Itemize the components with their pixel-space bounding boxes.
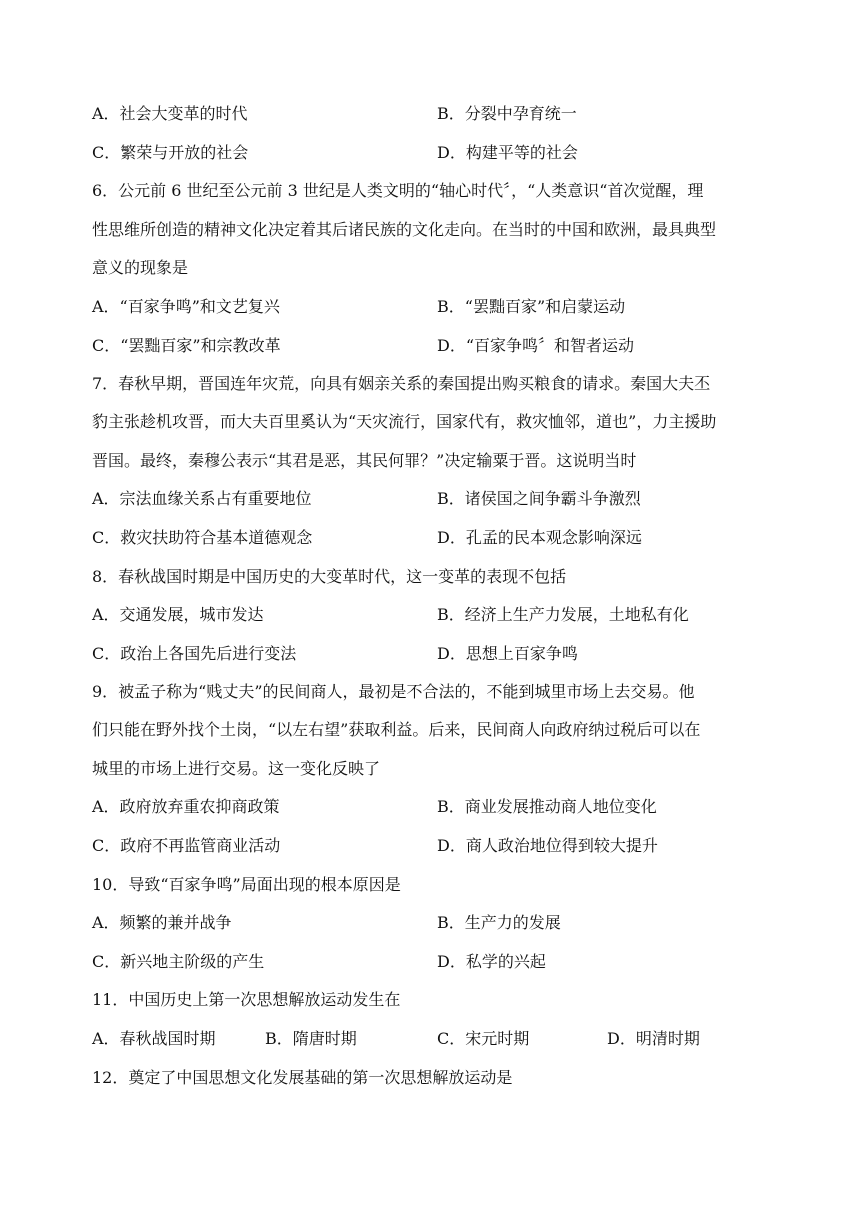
q11-stem-line-1: 11．中国历史上第一次思想解放运动发生在: [92, 990, 401, 1009]
q10-option-a: A．频繁的兼并战争: [92, 913, 232, 932]
q10-option-c: C．新兴地主阶级的产生: [92, 952, 265, 971]
q10-option-d: D．私学的兴起: [437, 952, 546, 971]
q10-option-b: B．生产力的发展: [437, 913, 561, 932]
q9-option-c: C．政府不再监管商业活动: [92, 836, 281, 855]
q9-stem-line-3: 城里的市场上进行交易。这一变化反映了: [92, 759, 381, 778]
q7-option-b: B．诸侯国之间争霸斗争激烈: [437, 489, 641, 508]
q6-option-d: D．“百家争鸣〞和智者运动: [437, 336, 635, 355]
q6-stem-line-1: 6．公元前 6 世纪至公元前 3 世纪是人类文明的“轴心时代〞，“人类意识“首次觉醒，理: [92, 181, 704, 200]
q5-option-c: C．繁荣与开放的社会: [92, 143, 249, 162]
q7-option-a: A．宗法血缘关系占有重要地位: [92, 489, 312, 508]
q12-stem-line-1: 12．奠定了中国思想文化发展基础的第一次思想解放运动是: [92, 1068, 513, 1087]
q8-option-c: C．政治上各国先后进行变法: [92, 644, 297, 663]
q8-option-a: A．交通发展，城市发达: [92, 605, 264, 624]
q11-option-b: B．隋唐时期: [265, 1029, 357, 1048]
q6-stem-line-2: 性思维所创造的精神文化决定着其后诸民族的文化走向。在当时的中国和欧洲，最具典型: [92, 220, 717, 239]
q11-option-a: A．春秋战国时期: [92, 1029, 216, 1048]
q10-stem-line-1: 10．导致“百家争鸣”局面出现的根本原因是: [92, 875, 401, 894]
q7-option-d: D．孔孟的民本观念影响深远: [437, 528, 642, 547]
q6-option-a: A．“百家争鸣”和文艺复兴: [92, 297, 280, 316]
q9-option-d: D．商人政治地位得到较大提升: [437, 836, 658, 855]
q9-stem-line-1: 9．被孟子称为“贱丈夫”的民间商人，最初是不合法的，不能到城里市场上去交易。他: [92, 682, 695, 701]
q9-option-a: A．政府放弃重农抑商政策: [92, 797, 280, 816]
q5-option-b: B．分裂中孕育统一: [437, 104, 577, 123]
q11-option-c: C．宋元时期: [437, 1029, 530, 1048]
q11-option-d: D．明清时期: [607, 1029, 700, 1048]
q7-stem-line-2: 豹主张趁机攻晋，而大夫百里奚认为“天灾流行，国家代有，救灾恤邻，道也”，力主援助: [92, 412, 717, 431]
q6-stem-line-3: 意义的现象是: [92, 258, 189, 277]
q5-option-d: D．构建平等的社会: [437, 143, 578, 162]
q7-stem-line-3: 晋国。最终，秦穆公表示“其君是恶，其民何罪？”决定输粟于晋。这说明当时: [92, 451, 637, 470]
q8-option-b: B．经济上生产力发展，土地私有化: [437, 605, 689, 624]
q9-stem-line-2: 们只能在野外找个土岗，“以左右望”获取利益。后来，民间商人向政府纳过税后可以在: [92, 720, 701, 739]
q7-option-c: C．救灾扶助符合基本道德观念: [92, 528, 313, 547]
q6-option-b: B．“罢黜百家”和启蒙运动: [437, 297, 626, 316]
q6-option-c: C．“罢黜百家”和宗教改革: [92, 336, 281, 355]
q9-option-b: B．商业发展推动商人地位变化: [437, 797, 657, 816]
q8-option-d: D．思想上百家争鸣: [437, 644, 578, 663]
q5-option-a: A．社会大变革的时代: [92, 104, 248, 123]
q7-stem-line-1: 7．春秋早期，晋国连年灾荒，向具有姻亲关系的秦国提出购买粮食的请求。秦国大夫丕: [92, 374, 711, 393]
q8-stem-line-1: 8．春秋战国时期是中国历史的大变革时代，这一变革的表现不包括: [92, 567, 567, 586]
